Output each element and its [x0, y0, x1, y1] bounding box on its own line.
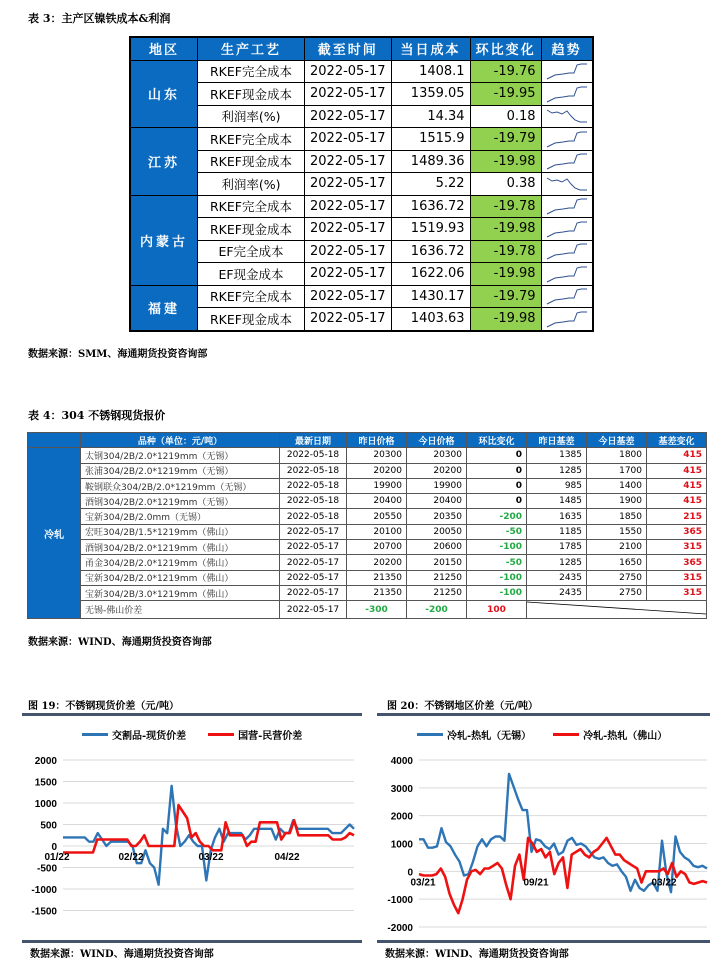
- cost-cell: 1359.05: [391, 83, 470, 106]
- svg-text:1000: 1000: [34, 799, 57, 810]
- date-cell: 2022-05-17: [305, 195, 392, 218]
- date-cell: 2022-05-17: [280, 540, 347, 555]
- process-cell: RKEF完全成本: [198, 195, 305, 218]
- date-cell: 2022-05-17: [305, 105, 392, 128]
- header-change: 环比变化: [470, 37, 541, 60]
- figure19-plot: [22, 748, 367, 953]
- header-cost: 当日成本: [391, 37, 470, 60]
- cost-cell: 1636.72: [391, 195, 470, 218]
- table3-header-row: [130, 37, 593, 60]
- variety-cell: 宝新304/2B/3.0*1219mm（佛山）: [81, 585, 280, 600]
- price-change-cell: -100: [467, 540, 527, 555]
- svg-text:01/22: 01/22: [44, 852, 70, 863]
- figure19-top-rule: [22, 713, 362, 716]
- table-row: [28, 509, 707, 524]
- date-cell: 2022-05-17: [280, 570, 347, 585]
- today-price-cell: 20050: [407, 524, 467, 539]
- today-price-cell: 19900: [407, 478, 467, 493]
- price-change-cell: -100: [467, 570, 527, 585]
- sparkline-trend: [541, 83, 593, 106]
- date-cell: 2022-05-17: [280, 555, 347, 570]
- table-row: [130, 60, 593, 83]
- price-change-cell: -50: [467, 524, 527, 539]
- change-cell: 0.18: [470, 105, 541, 128]
- table4-header-row: [28, 433, 707, 448]
- cost-cell: 1622.06: [391, 263, 470, 286]
- sparkline-trend: [541, 60, 593, 83]
- table4-caption: 表 4：304 不锈钢现货报价: [28, 409, 166, 422]
- table-row: [130, 173, 593, 196]
- change-cell: -19.78: [470, 240, 541, 263]
- svg-text:500: 500: [40, 820, 57, 832]
- svg-text:09/21: 09/21: [523, 877, 549, 889]
- basis-change-cell: 215: [647, 509, 707, 524]
- variety-cell: 宝新304/2B/2.0*1219mm（佛山）: [81, 570, 280, 585]
- table-row: [130, 285, 593, 308]
- today-price-cell: 20350: [407, 509, 467, 524]
- legend-label: 冷轧-热轧（无锡）: [447, 731, 532, 742]
- svg-text:1500: 1500: [34, 777, 57, 789]
- figure19-chart: [22, 693, 367, 973]
- legend-label: 交割品-现货价差: [112, 731, 187, 742]
- variety-cell: 酒钢304/2B/2.0*1219mm（佛山）: [81, 540, 280, 555]
- today-basis-cell: 2750: [587, 585, 647, 600]
- price-change-cell: -50: [467, 555, 527, 570]
- sparkline-trend: [541, 308, 593, 331]
- variety-cell: 太钢304/2B/2.0*1219mm（无锡）: [81, 448, 280, 463]
- header-today-price: 今日价格: [407, 433, 467, 448]
- today-basis-cell: 1850: [587, 509, 647, 524]
- basis-change-cell: 315: [647, 570, 707, 585]
- change-cell: -19.79: [470, 285, 541, 308]
- table-row: [28, 448, 707, 463]
- process-cell: RKEF现金成本: [198, 150, 305, 173]
- date-cell: 2022-05-18: [280, 448, 347, 463]
- header-prev-price: 昨日价格: [347, 433, 407, 448]
- prev-basis-cell: 985: [527, 478, 587, 493]
- svg-text:03/22: 03/22: [198, 852, 224, 863]
- svg-text:3000: 3000: [390, 783, 413, 795]
- stainless-spot-price-table: [27, 432, 707, 619]
- header-today-basis: 今日基差: [587, 433, 647, 448]
- today-price-cell: 20200: [407, 463, 467, 478]
- legend-swatch-blue: [82, 733, 108, 736]
- prev-basis-cell: 1635: [527, 509, 587, 524]
- date-cell: 2022-05-17: [305, 83, 392, 106]
- variety-cell: 甬金304/2B/2.0*1219mm（佛山）: [81, 555, 280, 570]
- prev-basis-cell: 1185: [527, 524, 587, 539]
- today-basis-cell: 1700: [587, 463, 647, 478]
- prev-price-cell: 19900: [347, 478, 407, 493]
- figure20-source: 数据来源：WIND、海通期货投资咨询部: [385, 949, 569, 960]
- sparkline-trend: [541, 150, 593, 173]
- cost-cell: 14.34: [391, 105, 470, 128]
- process-cell: RKEF现金成本: [198, 308, 305, 331]
- sparkline-trend: [541, 240, 593, 263]
- variety-cell: 鞍钢联众304/2B/2.0*1219mm（无锡）: [81, 478, 280, 493]
- svg-text:-1500: -1500: [31, 906, 57, 918]
- table-row: [28, 463, 707, 478]
- basis-change-cell: 415: [647, 463, 707, 478]
- today-basis-cell: 2100: [587, 540, 647, 555]
- table-row: [130, 128, 593, 151]
- sparkline-trend: [541, 173, 593, 196]
- figure20-plot: [377, 748, 722, 953]
- figure20-legend: [417, 727, 667, 742]
- prev-price-cell: 20400: [347, 494, 407, 509]
- variety-cell: 宝新304/2B/2.0mm（无锡）: [81, 509, 280, 524]
- svg-text:2000: 2000: [390, 811, 413, 823]
- table3-caption: 表 3：主产区镍铁成本&利润: [28, 12, 171, 25]
- figure20-chart: [377, 693, 722, 973]
- date-cell: 2022-05-17: [280, 601, 347, 619]
- process-cell: RKEF现金成本: [198, 83, 305, 106]
- cost-cell: 1403.63: [391, 308, 470, 331]
- region-cell: 山东: [130, 60, 198, 128]
- table-row: [130, 308, 593, 331]
- prev-basis-cell: 1385: [527, 448, 587, 463]
- basis-change-cell: 365: [647, 555, 707, 570]
- today-price-cell: 20400: [407, 494, 467, 509]
- prev-price-cell: 21350: [347, 585, 407, 600]
- change-cell: 0.38: [470, 173, 541, 196]
- date-cell: 2022-05-17: [280, 524, 347, 539]
- figure20-bottom-rule: [377, 940, 710, 943]
- cost-cell: 1489.36: [391, 150, 470, 173]
- table-row: [130, 240, 593, 263]
- legend-swatch-red: [208, 733, 234, 736]
- nickel-iron-cost-table: [129, 36, 594, 332]
- table-row: [130, 105, 593, 128]
- process-cell: RKEF完全成本: [198, 60, 305, 83]
- today-basis-cell: 1550: [587, 524, 647, 539]
- cost-cell: 5.22: [391, 173, 470, 196]
- figure19-legend: [82, 727, 302, 742]
- diagonal-empty-cell: [527, 601, 707, 619]
- today-price-cell: 20600: [407, 540, 467, 555]
- change-cell: -19.98: [470, 263, 541, 286]
- basis-change-cell: 415: [647, 494, 707, 509]
- price-change-cell: 0: [467, 478, 527, 493]
- header-trend: 趋势: [541, 37, 593, 60]
- prev-price-cell: 20200: [347, 555, 407, 570]
- change-cell: -19.95: [470, 83, 541, 106]
- cost-cell: 1430.17: [391, 285, 470, 308]
- date-cell: 2022-05-17: [305, 285, 392, 308]
- legend-label: 冷轧-热轧（佛山）: [583, 731, 668, 742]
- prev-price-cell: 20100: [347, 524, 407, 539]
- cost-cell: 1408.1: [391, 60, 470, 83]
- svg-text:03/21: 03/21: [410, 877, 436, 889]
- variety-cell: 宏旺304/2B/1.5*1219mm（佛山）: [81, 524, 280, 539]
- table-row: [130, 83, 593, 106]
- table-row: [28, 570, 707, 585]
- legend-swatch-red: [553, 733, 579, 736]
- date-cell: 2022-05-18: [280, 494, 347, 509]
- table-row: [28, 585, 707, 600]
- today-basis-cell: 1900: [587, 494, 647, 509]
- spread-row: [28, 601, 707, 619]
- cost-cell: 1636.72: [391, 240, 470, 263]
- basis-change-cell: 365: [647, 524, 707, 539]
- process-cell: EF完全成本: [198, 240, 305, 263]
- process-cell: RKEF现金成本: [198, 218, 305, 241]
- date-cell: 2022-05-17: [305, 240, 392, 263]
- date-cell: 2022-05-17: [305, 218, 392, 241]
- basis-change-cell: 415: [647, 478, 707, 493]
- svg-text:-1000: -1000: [387, 895, 413, 907]
- prev-basis-cell: 2435: [527, 585, 587, 600]
- sparkline-trend: [541, 285, 593, 308]
- change-cell: -19.78: [470, 195, 541, 218]
- svg-text:02/22: 02/22: [118, 852, 144, 863]
- change-cell: -19.98: [470, 308, 541, 331]
- price-change-cell: 0: [467, 494, 527, 509]
- sparkline-trend: [541, 105, 593, 128]
- header-price-change: 环比变化: [467, 433, 527, 448]
- today-price-cell: 21250: [407, 585, 467, 600]
- svg-text:1000: 1000: [390, 839, 413, 851]
- svg-text:04/22: 04/22: [274, 852, 300, 863]
- table-row: [130, 195, 593, 218]
- date-cell: 2022-05-17: [305, 173, 392, 196]
- sparkline-trend: [541, 263, 593, 286]
- figure19-title: 图 19：不锈钢现货价差（元/吨）: [28, 701, 180, 712]
- date-cell: 2022-05-17: [305, 150, 392, 173]
- date-cell: 2022-05-17: [305, 60, 392, 83]
- figure20-title: 图 20：不锈钢地区价差（元/吨）: [387, 701, 539, 712]
- basis-change-cell: 415: [647, 448, 707, 463]
- prev-basis-cell: 1285: [527, 463, 587, 478]
- table-row: [130, 150, 593, 173]
- region-cell: 福建: [130, 285, 198, 331]
- process-cell: RKEF完全成本: [198, 285, 305, 308]
- variety-cell: 酒钢304/2B/2.0*1219mm（无锡）: [81, 494, 280, 509]
- prev-price-cell: 20200: [347, 463, 407, 478]
- header-date: 截至时间: [305, 37, 392, 60]
- change-cell: -19.76: [470, 60, 541, 83]
- price-change-cell: 0: [467, 463, 527, 478]
- table-row: [130, 263, 593, 286]
- prev-basis-cell: 1285: [527, 555, 587, 570]
- prev-basis-cell: 2435: [527, 570, 587, 585]
- date-cell: 2022-05-17: [305, 128, 392, 151]
- svg-text:-1000: -1000: [31, 885, 57, 896]
- process-cell: RKEF完全成本: [198, 128, 305, 151]
- header-variety: 品种（单位：元/吨）: [81, 433, 280, 448]
- price-change-cell: 100: [467, 601, 527, 619]
- basis-change-cell: 315: [647, 585, 707, 600]
- region-cell: 江苏: [130, 128, 198, 196]
- change-cell: -19.98: [470, 218, 541, 241]
- date-cell: 2022-05-17: [305, 263, 392, 286]
- prev-basis-cell: 1485: [527, 494, 587, 509]
- header-region: 地区: [130, 37, 198, 60]
- date-cell: 2022-05-17: [280, 585, 347, 600]
- change-cell: -19.79: [470, 128, 541, 151]
- table-row: [28, 494, 707, 509]
- prev-basis-cell: 1785: [527, 540, 587, 555]
- table-row: [130, 218, 593, 241]
- process-cell: 利润率(%): [198, 105, 305, 128]
- today-price-cell: 20300: [407, 448, 467, 463]
- variety-cell: 无锡-佛山价差: [81, 601, 280, 619]
- basis-change-cell: 315: [647, 540, 707, 555]
- prev-price-cell: 20300: [347, 448, 407, 463]
- header-category: [28, 433, 81, 448]
- date-cell: 2022-05-17: [305, 308, 392, 331]
- table-row: [28, 478, 707, 493]
- today-price-cell: 20150: [407, 555, 467, 570]
- svg-text:4000: 4000: [390, 756, 413, 767]
- header-prev-basis: 昨日基差: [527, 433, 587, 448]
- legend-label: 国营-民营价差: [238, 731, 303, 742]
- process-cell: 利润率(%): [198, 173, 305, 196]
- today-basis-cell: 1400: [587, 478, 647, 493]
- svg-text:-500: -500: [36, 863, 57, 875]
- svg-text:2000: 2000: [34, 756, 57, 767]
- today-basis-cell: 2750: [587, 570, 647, 585]
- region-cell: 内蒙古: [130, 195, 198, 285]
- prev-price-cell: 21350: [347, 570, 407, 585]
- table-row: [28, 540, 707, 555]
- sparkline-trend: [541, 195, 593, 218]
- figure20-top-rule: [377, 713, 710, 716]
- cost-cell: 1519.93: [391, 218, 470, 241]
- table4-source: 数据来源：WIND、海通期货投资咨询部: [28, 637, 212, 648]
- change-cell: -19.98: [470, 150, 541, 173]
- svg-text:03/22: 03/22: [651, 877, 677, 889]
- legend-swatch-blue: [417, 733, 443, 736]
- table-row: [28, 524, 707, 539]
- prev-price-cell: 20700: [347, 540, 407, 555]
- cost-cell: 1515.9: [391, 128, 470, 151]
- header-latest-date: 最新日期: [280, 433, 347, 448]
- prev-price-cell: 20550: [347, 509, 407, 524]
- date-cell: 2022-05-18: [280, 463, 347, 478]
- prev-price-cell: -300: [347, 601, 407, 619]
- sparkline-trend: [541, 128, 593, 151]
- date-cell: 2022-05-18: [280, 509, 347, 524]
- svg-text:-2000: -2000: [387, 923, 413, 934]
- table3-source: 数据来源：SMM、海通期货投资咨询部: [28, 349, 208, 360]
- today-price-cell: 21250: [407, 570, 467, 585]
- header-process: 生产工艺: [198, 37, 305, 60]
- svg-text:0: 0: [407, 867, 413, 879]
- price-change-cell: -100: [467, 585, 527, 600]
- variety-cell: 张浦304/2B/2.0*1219mm（无锡）: [81, 463, 280, 478]
- today-price-cell: -200: [407, 601, 467, 619]
- today-basis-cell: 1800: [587, 448, 647, 463]
- figure19-bottom-rule: [22, 940, 362, 943]
- table-row: [28, 555, 707, 570]
- today-basis-cell: 1650: [587, 555, 647, 570]
- price-change-cell: 0: [467, 448, 527, 463]
- header-basis-change: 基差变化: [647, 433, 707, 448]
- price-change-cell: -200: [467, 509, 527, 524]
- svg-text:0: 0: [51, 842, 57, 853]
- sparkline-trend: [541, 218, 593, 241]
- date-cell: 2022-05-18: [280, 478, 347, 493]
- figure19-source: 数据来源：WIND、海通期货投资咨询部: [30, 949, 214, 960]
- process-cell: EF现金成本: [198, 263, 305, 286]
- category-cell: 冷轧: [28, 448, 81, 619]
